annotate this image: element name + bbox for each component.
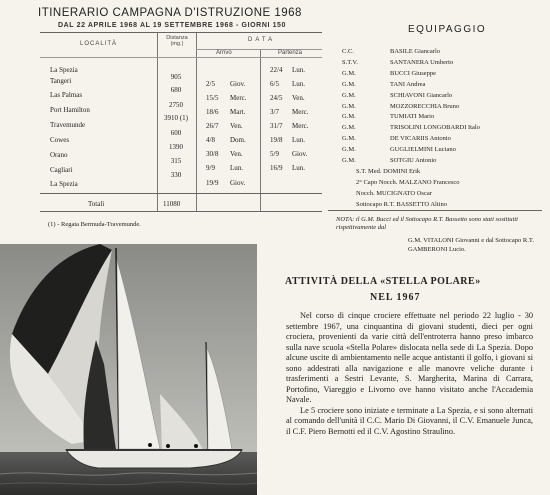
distance-value: 315: [170, 157, 182, 165]
col-header-arrivo: Arrivo: [216, 50, 232, 56]
crew-name: SANTANERA Umberto: [390, 58, 454, 66]
departure-day: Lun.: [292, 136, 306, 144]
arrival-date: 30/8: [206, 150, 219, 158]
article-title: ATTIVITÀ DELLA «STELLA POLARE»: [285, 276, 481, 287]
crew-member: [342, 82, 542, 90]
distance-value: 600: [170, 129, 182, 137]
crew-name: S.T. Med. DOMINI Erik: [356, 167, 421, 175]
port-name: Orano: [50, 151, 68, 159]
departure-day: Merc.: [292, 122, 309, 130]
total-value: 11080: [163, 200, 181, 208]
port-name: Cowes: [50, 136, 70, 144]
crew-member: [342, 136, 542, 144]
article-paragraph: Le 5 crociere sono iniziate e terminate a La Spezia, e si sono alternati al comando dell'unità il C.C. Mario Di Giovanni, il C.V. Emanuele Junca, il C.F. Piero Bernotti ed il C.V. Agostino Straulino.: [286, 405, 533, 436]
arrival-day: Ven.: [230, 150, 243, 158]
col-header-partenza: Partenza: [278, 50, 303, 56]
itinerary-footnote: (1) - Regata Bermuda-Travemunde.: [48, 221, 141, 228]
crew-rank: C.C.: [342, 48, 354, 55]
crew-member: [342, 104, 542, 112]
article-paragraph: Nel corso di cinque crociere effettuate nel periodo 22 luglio - 30 settembre 1967, una cinquantina di giovani studenti, dieci per ogni crociera, provenienti da varie città dell'entroterra hanno preso imbarco sulla nave scuola «Stella Polare» dislocata nella sede di La Spezia. Dopo alcune uscite di ambientamento nelle acque antistanti il golfo, i giovani si sono addestrati alla navigazione e alle manovre veliche durante i trasferimenti a Sestri Levante, S. Margherita, Marina di Carrara, Portofino, Viareggio e Livorno ove hanno visitato anche l'Accademia Navale.: [286, 311, 533, 404]
arrival-day: Lun.: [230, 164, 244, 172]
crew-name: TANI Andrea: [390, 80, 426, 88]
crew-name: TUMIATI Mario: [390, 113, 435, 121]
arrival-date: 26/7: [206, 122, 219, 130]
crew-rank: S.T.V.: [342, 58, 358, 66]
distance-value: 3910 (1): [164, 114, 188, 122]
article-body: [286, 311, 533, 437]
crew-note: NOTA: il G.M. Bucci ed il Sottocapo R.T. Bassetto sono stati sostituiti rispettivamente dal: [336, 216, 518, 231]
crew-name: BASILE Giancarlo: [390, 48, 441, 55]
crew-member: [342, 158, 542, 166]
departure-date: 16/9: [270, 164, 283, 172]
crew-member: [342, 202, 542, 210]
crew-name: 2° Capo Nocch. MALZANO Francesco: [356, 178, 460, 186]
col-header-localita: LOCALITÀ: [80, 41, 118, 47]
port-name: La Spezia: [50, 180, 78, 188]
crew-member: [342, 191, 542, 199]
article-subtitle: NEL 1967: [370, 292, 421, 303]
crew-name: DE VICARIIS Antonio: [390, 135, 451, 143]
crew-rank: G.M.: [342, 157, 356, 164]
crew-name: TRISOLINI LONGOBARDI Italo: [390, 124, 480, 132]
crew-member: [342, 125, 542, 133]
crew-name: GUGLIELMINI Luciano: [390, 146, 456, 154]
crew-rank: G.M.: [342, 113, 356, 121]
port-name: Port Hamilton: [50, 106, 90, 114]
departure-date: 5/9: [270, 150, 279, 158]
departure-day: Lun.: [292, 164, 306, 172]
crew-member: [342, 114, 542, 122]
distance-value: 905: [170, 73, 182, 81]
departure-day: Lun.: [292, 66, 306, 74]
distance-value: 330: [170, 171, 182, 179]
departure-day: Ven.: [292, 94, 305, 102]
arrival-date: 4/8: [206, 136, 215, 144]
divider: [328, 210, 542, 211]
sailboat-photo: [0, 244, 257, 495]
arrival-date: 2/5: [206, 80, 215, 88]
departure-date: 31/7: [270, 122, 283, 130]
crew-name: Sottocapo R.T. BASSETTO Altino: [356, 200, 447, 208]
arrival-day: Mart.: [230, 108, 246, 116]
arrival-date: 15/5: [206, 94, 219, 102]
crew-rank: G.M.: [342, 80, 356, 88]
itinerary-title: ITINERARIO CAMPAGNA D'ISTRUZIONE 1968: [38, 7, 302, 19]
crew-rank: G.M.: [342, 91, 356, 99]
col-header-distanza: Distanza (mg.): [166, 35, 188, 47]
crew-rank: G.M.: [342, 102, 356, 110]
crew-rank: G.M.: [342, 146, 356, 154]
crew-name: Nocch. MUCIGNATO Oscar: [356, 189, 432, 197]
crew-name: SOTGIU Antonio: [390, 157, 437, 164]
port-name: Travemunde: [50, 121, 86, 129]
distance-value: 1390: [169, 143, 183, 151]
port-name: La Spezia: [50, 66, 78, 74]
crew-member: [342, 71, 542, 79]
itinerary-subtitle: DAL 22 APRILE 1968 AL 19 SETTEMBRE 1968 - GIORNI 150: [58, 22, 287, 29]
total-label: Totali: [88, 200, 105, 208]
departure-day: Merc.: [292, 108, 309, 116]
crew-member: [342, 180, 542, 188]
crew-member: [342, 93, 542, 101]
itinerary-table: [40, 32, 322, 212]
arrival-day: Merc.: [230, 94, 247, 102]
arrival-day: Dom.: [230, 136, 246, 144]
crew-name: SCHIAVONI Giancarlo: [390, 91, 453, 99]
crew-member: [342, 169, 542, 177]
departure-date: 6/5: [270, 80, 279, 88]
col-header-data: DATA: [248, 37, 276, 43]
port-name: Las Palmas: [50, 91, 83, 99]
crew-title: EQUIPAGGIO: [408, 24, 487, 35]
crew-member: [342, 49, 542, 57]
crew-rank: G.M.: [342, 124, 356, 132]
crew-name: MOZZORECCHIA Bruno: [390, 102, 460, 110]
distance-value: 680: [170, 86, 182, 94]
distance-value: 2750: [169, 101, 183, 109]
arrival-date: 18/6: [206, 108, 219, 116]
arrival-day: Giov.: [230, 179, 246, 187]
departure-date: 19/8: [270, 136, 283, 144]
departure-day: Giov.: [292, 150, 308, 158]
departure-date: 22/4: [270, 66, 283, 74]
crew-name: BUCCI Giuseppe: [390, 69, 437, 77]
arrival-day: Ven.: [230, 122, 243, 130]
departure-date: 3/7: [270, 108, 279, 116]
crew-rank: G.M.: [342, 135, 356, 143]
arrival-date: 9/9: [206, 164, 215, 172]
crew-member: [342, 147, 542, 155]
port-name: Cagliari: [50, 166, 73, 174]
crew-rank: G.M.: [342, 69, 356, 77]
port-name: Tangeri: [50, 77, 72, 85]
departure-date: 24/5: [270, 94, 283, 102]
departure-day: Lun.: [292, 80, 306, 88]
crew-member: [342, 60, 542, 68]
crew-note-replacements: G.M. VITALONI Giovanni e dal Sottocapo R.T. GAMBERONI Lucio.: [408, 237, 534, 253]
arrival-day: Giov.: [230, 80, 246, 88]
arrival-date: 19/9: [206, 179, 219, 187]
